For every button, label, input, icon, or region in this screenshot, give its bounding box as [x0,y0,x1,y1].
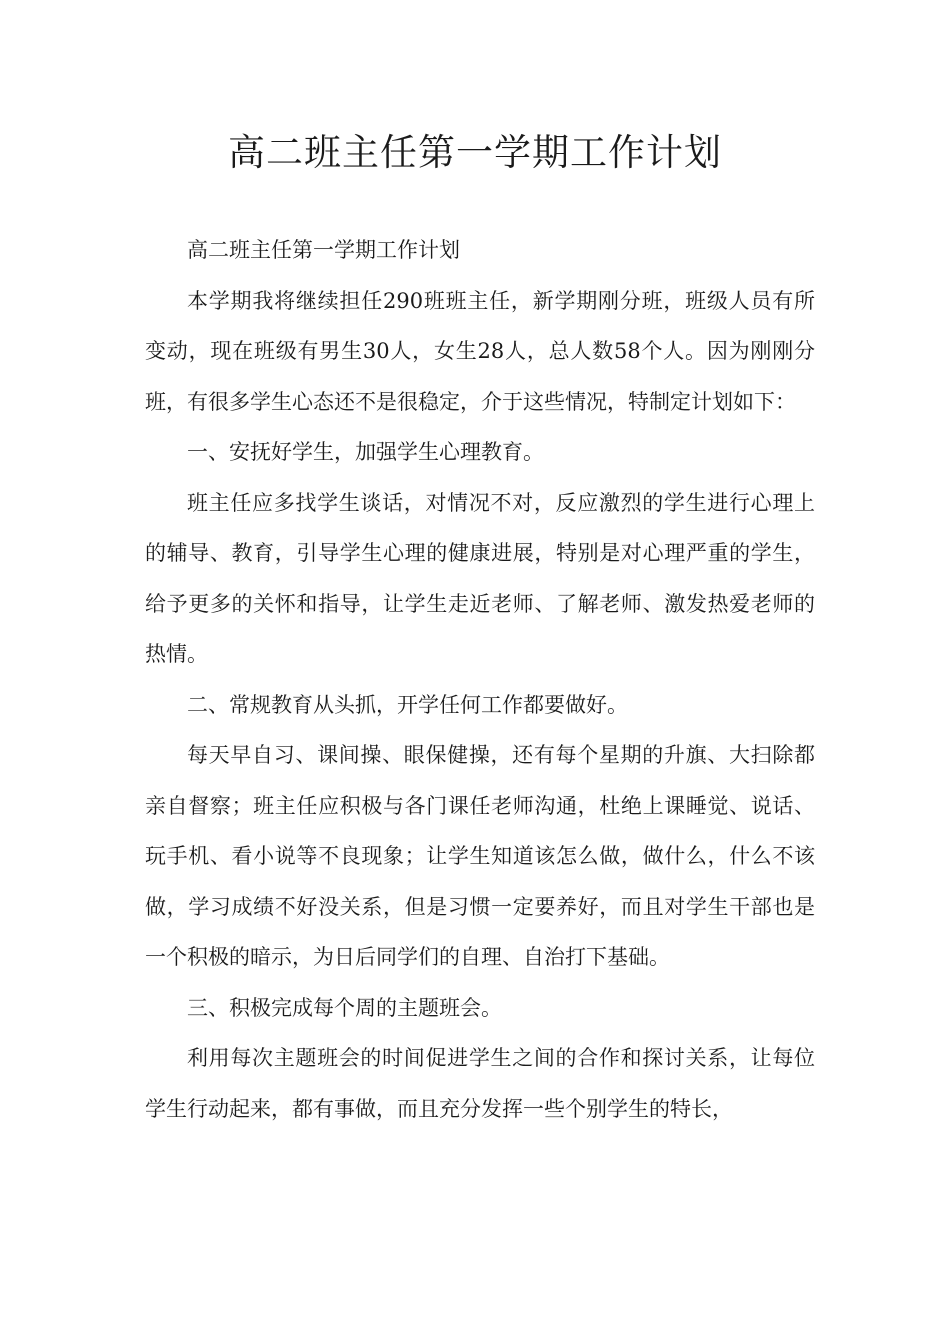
section-heading-1: 一、安抚好学生，加强学生心理教育。 [187,440,544,464]
paragraph-subtitle: 高二班主任第一学期工作计划 [187,238,460,262]
document-title: 高二班主任第一学期工作计划 [228,131,722,174]
section-heading-3: 三、积极完成每个周的主题班会。 [187,995,502,1020]
section-heading-2: 二、常规教育从头抓，开学任何工作都要做好。 [187,692,628,717]
paragraph-section-1: 班主任应多找学生谈话，对情况不对，反应激烈的学生进行心理上的辅导、教育，引导学生心理的健康进展，特别是对心理严重的学生，给予更多的关怀和指导，让学生走近老师、了解老师、激发热爱老师的热情。 [145,490,815,666]
document-body [145,225,815,1134]
paragraph-section-2: 每天早自习、课间操、眼保健操，还有每个星期的升旗、大扫除都亲自督察；班主任应积极与各门课任老师沟通，杜绝上课睡觉、说话、玩手机、看小说等不良现象；让学生知道该怎么做，做什么，什么不该做，学习成绩不好没关系，但是习惯一定要养好，而且对学生干部也是一个积极的暗示，为日后同学们的自理、自治打下基础。 [145,743,815,969]
paragraph-intro: 本学期我将继续担任290班班主任，新学期刚分班，班级人员有所变动，现在班级有男生30人，女生28人，总人数58个人。因为刚刚分班，有很多学生心态还不是很稳定，介于这些情况，特制定计划如下： [145,288,815,414]
paragraph-section-3: 利用每次主题班会的时间促进学生之间的合作和探讨关系，让每位学生行动起来，都有事做，而且充分发挥一些个别学生的特长， [145,1046,815,1121]
